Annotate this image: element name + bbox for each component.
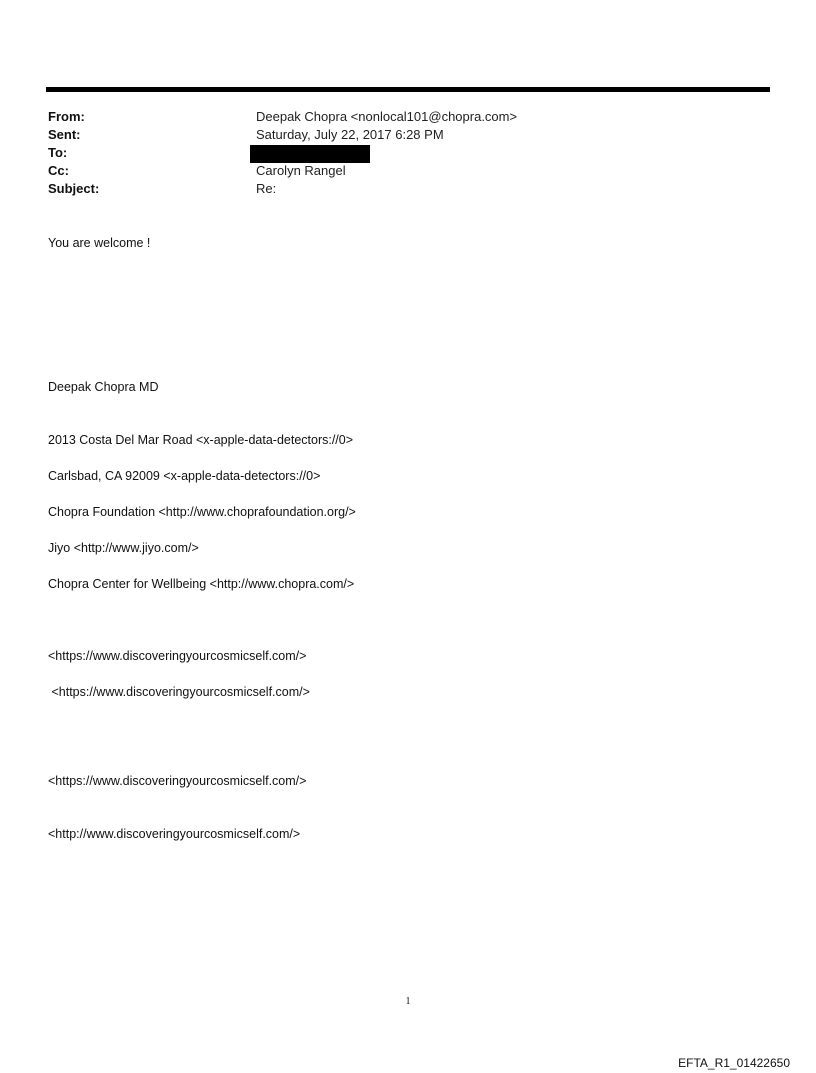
signature-center-link[interactable]: Chopra Center for Wellbeing <http://www.chopra.com/> — [48, 577, 355, 591]
page-number: 1 — [405, 996, 411, 1007]
signature-foundation-link[interactable]: Chopra Foundation <http://www.choprafoundation.org/> — [48, 505, 356, 519]
signature-address-line2: Carlsbad, CA 92009 <x-apple-data-detectors://0> — [48, 469, 321, 483]
cosmic-self-link[interactable]: <https://www.discoveringyourcosmicself.com/> — [48, 774, 307, 788]
cosmic-self-link[interactable]: <https://www.discoveringyourcosmicself.com/> — [48, 685, 310, 699]
document-id: EFTA_R1_01422650 — [678, 1056, 790, 1070]
subject-label: Subject: — [48, 181, 100, 196]
signature-name: Deepak Chopra MD — [48, 380, 159, 394]
header-rule — [46, 87, 770, 92]
cc-value: Carolyn Rangel — [256, 163, 346, 178]
to-label: To: — [48, 145, 68, 160]
sent-value: Saturday, July 22, 2017 6:28 PM — [256, 127, 444, 142]
subject-value: Re: — [256, 181, 277, 196]
from-value: Deepak Chopra <nonlocal101@chopra.com> — [256, 109, 518, 124]
signature-address-line1: 2013 Costa Del Mar Road <x-apple-data-detectors://0> — [48, 433, 354, 447]
redaction-box — [250, 145, 370, 163]
sent-label: Sent: — [48, 127, 81, 142]
from-label: From: — [48, 109, 85, 124]
cosmic-self-link[interactable]: <http://www.discoveringyourcosmicself.com/> — [48, 827, 301, 841]
cc-label: Cc: — [48, 163, 69, 178]
signature-jiyo-link[interactable]: Jiyo <http://www.jiyo.com/> — [48, 541, 199, 555]
greeting: You are welcome ! — [48, 236, 151, 250]
cosmic-self-link[interactable]: <https://www.discoveringyourcosmicself.com/> — [48, 649, 307, 663]
